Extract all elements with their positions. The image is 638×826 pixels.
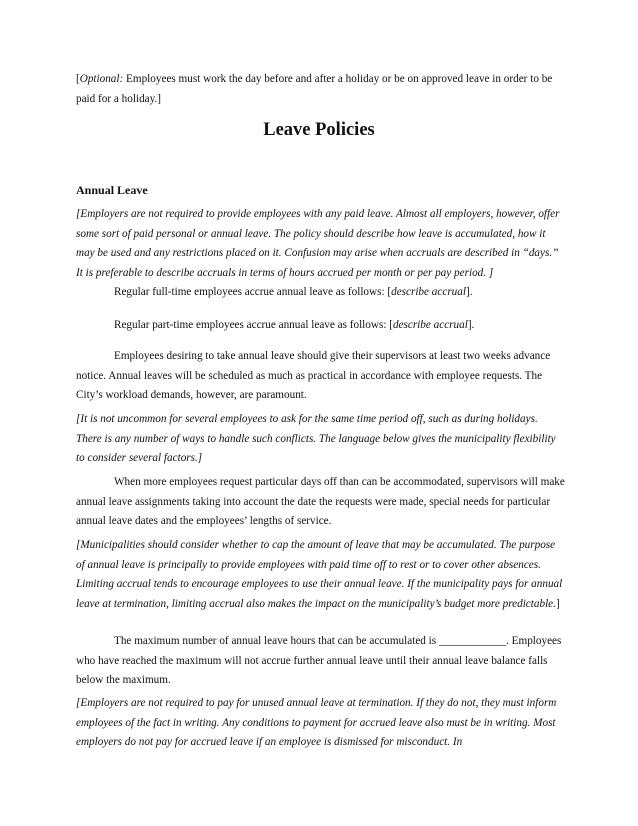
part-time-end: ]. [467,319,475,331]
full-time-end: ]. [465,286,473,298]
optional-label: Optional: [79,73,124,85]
paragraph-maximum-hours: The maximum number of annual leave hours that can be accumulated is ____________. Employees who have reached the maximum will not accrue further annual leave until their annual leave balance falls below the maximum. [76,635,562,686]
section-heading: Annual Leave [76,183,148,197]
full-time-text: Regular full-time employees accrue annual leave as follows: [ [114,286,392,298]
intro-paragraph [76,70,566,109]
paragraph-advance-notice: Employees desiring to take annual leave should give their supervisors at least two weeks advance notice. Annual leaves will be scheduled as much as practical in accordance with employee requests. The City’s workload demands, however, are paramount. [76,350,551,401]
full-time-placeholder: describe accrual [391,286,466,298]
paragraph-part-time-accrual [76,316,566,336]
cap-guidance-end: ] [555,597,560,610]
paragraph-accrual-guidance: [Employers are not required to provide employees with any paid leave. Almost all employers, however, offer some sort of paid personal or annual leave. The policy should describe how leave is accumulated, how it may be used and any restrictions placed on it. Confusion may arise when accruals are described in “days.” It is preferable to describe accruals in terms of hours accrued per month or per pay period. ] [76,208,560,279]
paragraph-full-time-accrual [76,283,566,303]
page-title: Leave Policies [263,120,375,140]
part-time-placeholder: describe accrual [392,319,468,331]
paragraph-termination-guidance: [Employers are not required to pay for unused annual leave at termination. If they do not, they must inform employees of the fact in writing. Any conditions to payment for accrued leave also must be in writing. Most employers do not pay for accrued leave if an employee is dismissed for misconduct. In [76,697,557,748]
paragraph-cap-guidance [76,536,566,614]
cap-guidance-text: [Municipalities should consider whether to cap the amount of leave that may be accumulated. The purpose of annual leave is principally to provide employees with paid time off to rest or to cover other absences. Limiting accrual tends to encourage employees to use their annual leave. If the municipality pays for annual leave at termination, limiting accrual also makes the impact on the municipality’s budget more predictable. [76,539,563,610]
part-time-text: Regular part-time employees accrue annual leave as follows: [ [114,319,393,331]
intro-open-bracket: [ [76,73,80,85]
paragraph-conflicts-guidance: [It is not uncommon for several employees to ask for the same time period off, such as during holidays. There is any number of ways to handle such conflicts. The language below gives the municipality flexibility to consider several factors.] [76,413,556,464]
paragraph-assignments: When more employees request particular days off than can be accommodated, supervisors will make annual leave assignments taking into account the date the requests were made, special needs for particular annual leave dates and the employees’ lengths of service. [76,476,565,527]
intro-text: Employees must work the day before and after a holiday or be on approved leave in order to be paid for a holiday.] [76,73,553,105]
